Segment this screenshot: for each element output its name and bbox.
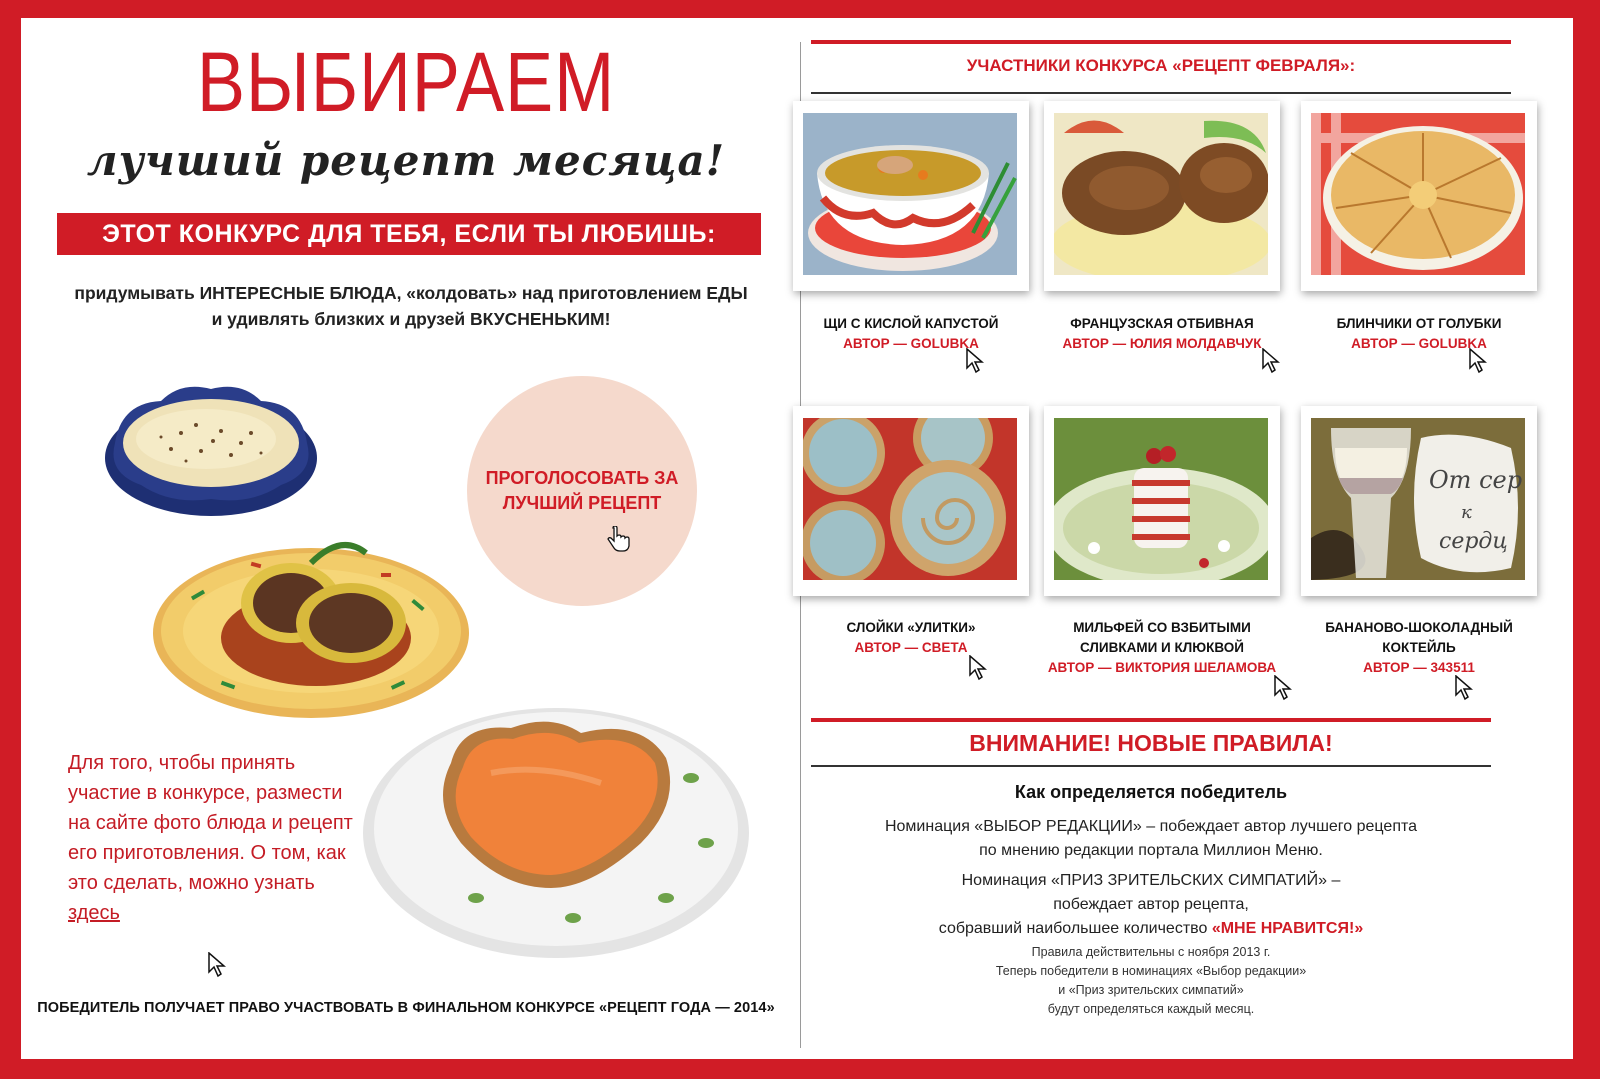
footnote-line-2: Теперь победители в номинациях «Выбор редакции» — [995, 964, 1307, 978]
arrow-cursor-icon — [965, 348, 985, 379]
participants-title: УЧАСТНИКИ КОНКУРСА «РЕЦЕПТ ФЕВРАЛЯ»: — [966, 56, 1356, 75]
svg-text:сердц: сердц — [1439, 529, 1508, 554]
howto-text — [68, 748, 358, 928]
likes-prefix: собравший наибольшее количество — [938, 920, 1212, 937]
footnote-line-1: Правила действительны с ноября 2013 г. — [1031, 945, 1271, 959]
arrow-cursor-icon — [207, 952, 227, 983]
recipe-card-sloiki[interactable] — [793, 406, 1029, 596]
footnote-line-3: и «Приз зрительских симпатий» — [1058, 983, 1244, 997]
page-title: ВЫБИРАЕМ — [196, 35, 616, 129]
puree-bowl-image — [101, 363, 321, 523]
nomination-editor-line-2: по мнению редакции портала Миллион Меню. — [979, 842, 1323, 859]
sloiki-photo — [803, 418, 1017, 580]
recipe-author-link[interactable]: АВТОР — ВИКТОРИЯ ШЕЛАМОВА — [1047, 660, 1277, 675]
howto-body: Для того, чтобы принять участие в конкурсе, размести на сайте фото блюда и рецепт его приготовления. О том, как это сделать, можно узнать — [68, 752, 353, 894]
recipe-author-link[interactable]: АВТОР — ЮЛИЯ МОЛДАВЧУК — [1062, 336, 1262, 351]
rules-rule-bottom — [811, 765, 1491, 767]
vote-button-label: ПРОГОЛОСОВАТЬ ЗА ЛУЧШИЙ РЕЦЕПТ — [485, 468, 679, 513]
rules-subtitle: Как определяется победитель — [1014, 782, 1288, 802]
recipe-caption-blinchiki — [1294, 314, 1544, 354]
recipe-author-link[interactable]: АВТОР — СВЕТА — [854, 640, 968, 655]
recipe-card-otbivnaya[interactable] — [1044, 101, 1280, 291]
page-subtitle: лучший рецепт месяца! — [86, 136, 726, 185]
recipe-caption-sloiki — [786, 618, 1036, 658]
recipe-title-line-1: МИЛЬФЕЙ СО ВЗБИТЫМИ — [1073, 620, 1251, 635]
arrow-cursor-icon — [1454, 675, 1474, 706]
nomination-editor-line-1: Номинация «ВЫБОР РЕДАКЦИИ» – побеждает автор лучшего рецепта — [884, 818, 1418, 835]
winner-note: ПОБЕДИТЕЛЬ ПОЛУЧАЕТ ПРАВО УЧАСТВОВАТЬ В ФИНАЛЬНОМ КОНКУРСЕ «РЕЦЕПТ ГОДА — 2014» — [37, 1000, 775, 1016]
nomination-audience — [811, 869, 1491, 941]
vote-button[interactable] — [467, 376, 697, 606]
kokteil-photo — [1311, 418, 1525, 580]
arrow-cursor-icon — [1468, 348, 1488, 379]
recipe-author-link[interactable]: АВТОР — GOLUBKA — [843, 336, 979, 351]
otbivnaya-photo — [1054, 113, 1268, 275]
rules-title: ВНИМАНИЕ! НОВЫЕ ПРАВИЛА! — [969, 730, 1333, 756]
recipe-title: ЩИ С КИСЛОЙ КАПУСТОЙ — [823, 316, 999, 331]
howto-link[interactable]: здесь — [68, 902, 120, 924]
recipe-card-kokteil[interactable] — [1301, 406, 1537, 596]
footnote-line-4: будут определяться каждый месяц. — [1047, 1002, 1255, 1016]
recipe-caption-shchi — [786, 314, 1036, 354]
contest-page — [21, 18, 1573, 1059]
blinchiki-photo — [1311, 113, 1525, 275]
recipe-caption-otbivnaya — [1037, 314, 1287, 354]
recipe-title: БЛИНЧИКИ ОТ ГОЛУБКИ — [1336, 316, 1502, 331]
recipe-caption-milfei — [1037, 618, 1287, 678]
nomination-audience-line-3 — [811, 917, 1491, 941]
contest-banner: ЭТОТ КОНКУРС ДЛЯ ТЕБЯ, ЕСЛИ ТЫ ЛЮБИШЬ: — [57, 213, 761, 255]
recipe-caption-kokteil — [1294, 618, 1544, 678]
intro-line-1: придумывать ИНТЕРЕСНЫЕ БЛЮДА, «колдовать» над приготовлением ЕДЫ — [74, 283, 748, 303]
rules-rule-top — [811, 718, 1491, 722]
heart-pie-image — [361, 693, 756, 958]
arrow-cursor-icon — [1261, 348, 1281, 379]
shchi-photo — [803, 113, 1017, 275]
recipe-author-link[interactable]: АВТОР — 343511 — [1363, 660, 1475, 675]
recipe-card-blinchiki[interactable] — [1301, 101, 1537, 291]
recipe-title: ФРАНЦУЗСКАЯ ОТБИВНАЯ — [1070, 316, 1254, 331]
header-rule-bottom — [811, 92, 1511, 94]
recipe-title: СЛОЙКИ «УЛИТКИ» — [846, 620, 976, 635]
header-rule-top — [811, 40, 1511, 44]
intro-text — [41, 280, 781, 332]
likes-label: «МНЕ НРАВИТСЯ!» — [1211, 920, 1364, 937]
recipe-card-milfei[interactable] — [1044, 406, 1280, 596]
svg-text:к: к — [1461, 502, 1472, 523]
recipe-title-line-2: СЛИВКАМИ И КЛЮКВОЙ — [1080, 640, 1244, 655]
recipe-title-line-1: БАНАНОВО-ШОКОЛАДНЫЙ — [1325, 620, 1513, 635]
recipe-author-link[interactable]: АВТОР — GOLUBKA — [1351, 336, 1487, 351]
nomination-editor — [811, 815, 1491, 863]
milfei-photo — [1054, 418, 1268, 580]
rules-footnote — [901, 943, 1401, 1019]
recipe-title-line-2: КОКТЕЙЛЬ — [1382, 640, 1456, 655]
intro-line-2: и удивлять близких и друзей ВКУСНЕНЬКИМ! — [211, 309, 611, 329]
hand-pointer-icon — [607, 526, 631, 559]
svg-text:От сер: От сер — [1429, 466, 1523, 494]
recipe-card-shchi[interactable] — [793, 101, 1029, 291]
arrow-cursor-icon — [1273, 675, 1293, 706]
nomination-audience-line-1: Номинация «ПРИЗ ЗРИТЕЛЬСКИХ СИМПАТИЙ» – — [961, 872, 1341, 889]
arrow-cursor-icon — [968, 655, 988, 686]
nomination-audience-line-2: побеждает автор рецепта, — [1053, 896, 1249, 913]
